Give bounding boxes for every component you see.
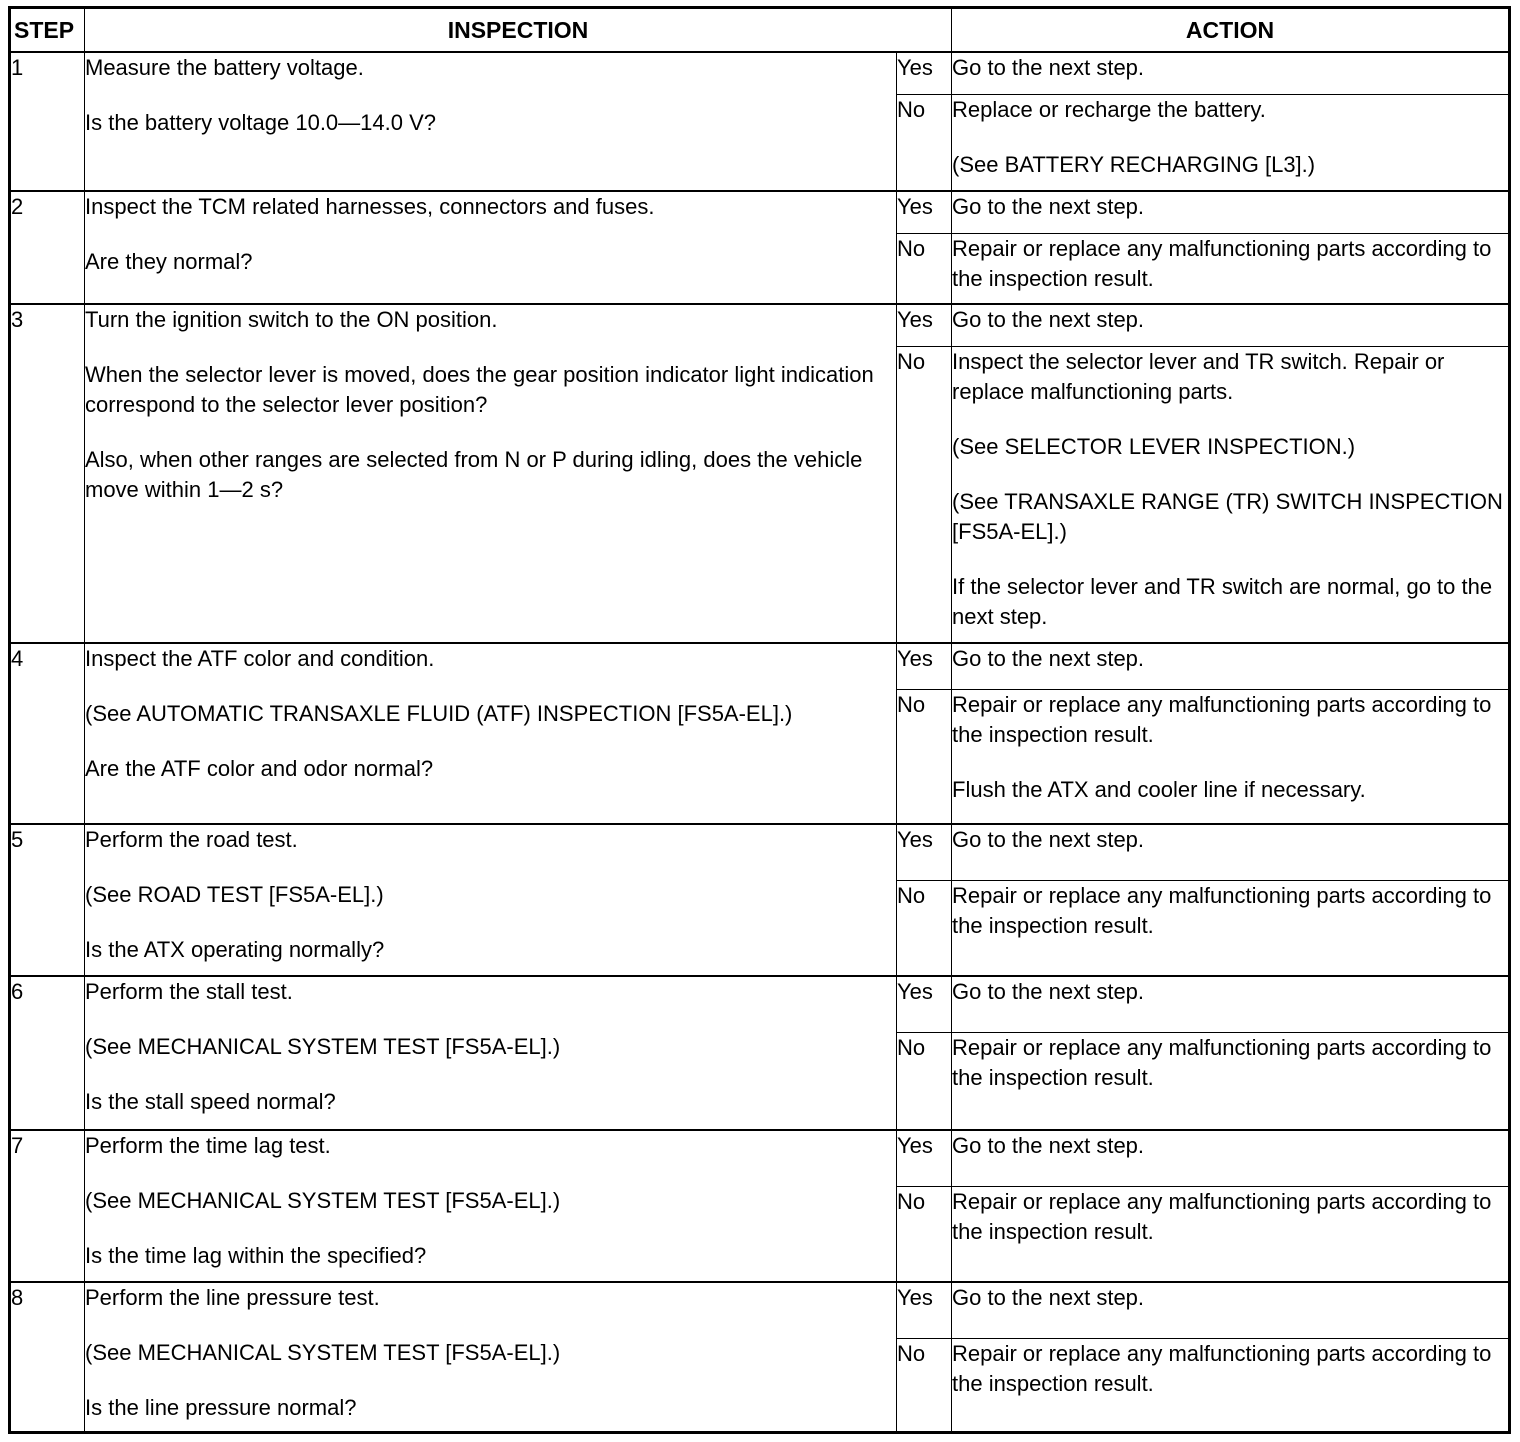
inspection-line: Is the stall speed normal? [85,1089,336,1114]
yes-action-cell [952,824,1510,880]
no-action-line: Flush the ATX and cooler line if necessary. [952,776,1366,802]
no-action-cell [952,689,1510,824]
inspection-line: Inspect the ATF color and condition. [85,646,435,671]
yes-action-line: Go to the next step. [952,1285,1145,1310]
inspection-line: Is the line pressure normal? [85,1395,357,1420]
no-label: No [897,689,952,824]
inspection-cell [85,1282,897,1432]
inspection-cell [85,52,897,191]
no-label: No [897,1032,952,1130]
inspection-cell [85,1130,897,1282]
header-action: ACTION [952,8,1510,53]
yes-action-cell [952,191,1510,233]
no-action-cell [952,94,1510,191]
inspection-line: When the selector lever is moved, does the gear position indicator light indication correspond to the selector lever position? [85,362,874,417]
inspection-line: Is the time lag within the specified? [85,1243,427,1268]
diagnostic-procedure-table [8,6,1511,1434]
step-row [10,52,1510,94]
inspection-line: Also, when other ranges are selected from N or P during idling, does the vehicle move within 1—2 s? [85,447,863,502]
inspection-line: Turn the ignition switch to the ON position. [85,307,498,332]
inspection-line: (See MECHANICAL SYSTEM TEST [FS5A-EL].) [85,1034,561,1059]
step-number: 7 [10,1130,85,1282]
table-body [10,52,1510,1432]
no-action-line: (See BATTERY RECHARGING [L3].) [952,151,1316,177]
step-number: 6 [10,976,85,1130]
no-action-cell [952,880,1510,976]
step-row [10,1130,1510,1186]
no-action-cell [952,346,1510,643]
yes-action-cell [952,976,1510,1032]
inspection-line: Measure the battery voltage. [85,55,364,80]
step-number: 8 [10,1282,85,1432]
inspection-cell [85,643,897,824]
inspection-line: Are they normal? [85,249,253,274]
step-number: 4 [10,643,85,824]
inspection-line: Inspect the TCM related harnesses, connectors and fuses. [85,194,655,219]
yes-action-cell [952,1130,1510,1186]
no-action-line: (See SELECTOR LEVER INSPECTION.) [952,433,1356,459]
inspection-line: (See MECHANICAL SYSTEM TEST [FS5A-EL].) [85,1188,561,1213]
yes-action-line: Go to the next step. [952,827,1145,852]
no-label: No [897,94,952,191]
no-label: No [897,346,952,643]
inspection-line: Is the ATX operating normally? [85,937,385,962]
no-action-cell [952,1186,1510,1282]
inspection-line: Perform the line pressure test. [85,1285,380,1310]
yes-action-line: Go to the next step. [952,979,1145,1004]
yes-action-line: Go to the next step. [952,646,1145,671]
yes-label: Yes [897,52,952,94]
yes-action-cell [952,643,1510,689]
header-row [10,8,1510,53]
yes-action-cell [952,304,1510,346]
no-action-line: Repair or replace any malfunctioning parts according to the inspection result. [952,235,1492,291]
inspection-line: Perform the stall test. [85,979,293,1004]
no-label: No [897,233,952,304]
document-page [8,6,1508,1434]
no-action-line: Replace or recharge the battery. [952,96,1266,122]
no-action-line: Repair or replace any malfunctioning parts according to the inspection result. [952,882,1492,938]
step-row [10,304,1510,346]
inspection-line: Is the battery voltage 10.0—14.0 V? [85,110,437,135]
no-action-line: Repair or replace any malfunctioning parts according to the inspection result. [952,1034,1492,1090]
yes-label: Yes [897,191,952,233]
step-number: 3 [10,304,85,643]
no-action-cell [952,1338,1510,1432]
yes-action-line: Go to the next step. [952,307,1145,332]
yes-label: Yes [897,1282,952,1338]
step-number: 2 [10,191,85,304]
yes-label: Yes [897,976,952,1032]
inspection-cell [85,824,897,976]
yes-label: Yes [897,643,952,689]
step-row [10,191,1510,233]
inspection-line: Perform the time lag test. [85,1133,331,1158]
no-action-line: Inspect the selector lever and TR switch. Repair or replace malfunctioning parts. [952,348,1445,404]
step-row [10,824,1510,880]
yes-action-cell [952,52,1510,94]
inspection-line: (See MECHANICAL SYSTEM TEST [FS5A-EL].) [85,1340,561,1365]
yes-action-line: Go to the next step. [952,55,1145,80]
inspection-line: Are the ATF color and odor normal? [85,756,434,781]
inspection-line: Perform the road test. [85,827,298,852]
no-action-line: (See TRANSAXLE RANGE (TR) SWITCH INSPECTION [FS5A-EL].) [952,488,1503,544]
inspection-line: (See AUTOMATIC TRANSAXLE FLUID (ATF) INSPECTION [FS5A-EL].) [85,701,793,726]
yes-label: Yes [897,824,952,880]
yes-action-line: Go to the next step. [952,194,1145,219]
no-label: No [897,1338,952,1432]
step-row [10,1282,1510,1338]
inspection-cell [85,304,897,643]
inspection-cell [85,191,897,304]
step-number: 5 [10,824,85,976]
no-action-line: Repair or replace any malfunctioning parts according to the inspection result. [952,1188,1492,1244]
no-label: No [897,1186,952,1282]
inspection-line: (See ROAD TEST [FS5A-EL].) [85,882,384,907]
header-step: STEP [10,8,85,53]
step-row [10,976,1510,1032]
yes-action-line: Go to the next step. [952,1133,1145,1158]
header-inspection: INSPECTION [85,8,952,53]
yes-action-cell [952,1282,1510,1338]
no-action-line: If the selector lever and TR switch are normal, go to the next step. [952,573,1493,629]
no-action-cell [952,233,1510,304]
step-row [10,643,1510,689]
yes-label: Yes [897,304,952,346]
no-action-line: Repair or replace any malfunctioning parts according to the inspection result. [952,691,1492,747]
no-action-cell [952,1032,1510,1130]
step-number: 1 [10,52,85,191]
yes-label: Yes [897,1130,952,1186]
no-action-line: Repair or replace any malfunctioning parts according to the inspection result. [952,1340,1492,1396]
inspection-cell [85,976,897,1130]
no-label: No [897,880,952,976]
